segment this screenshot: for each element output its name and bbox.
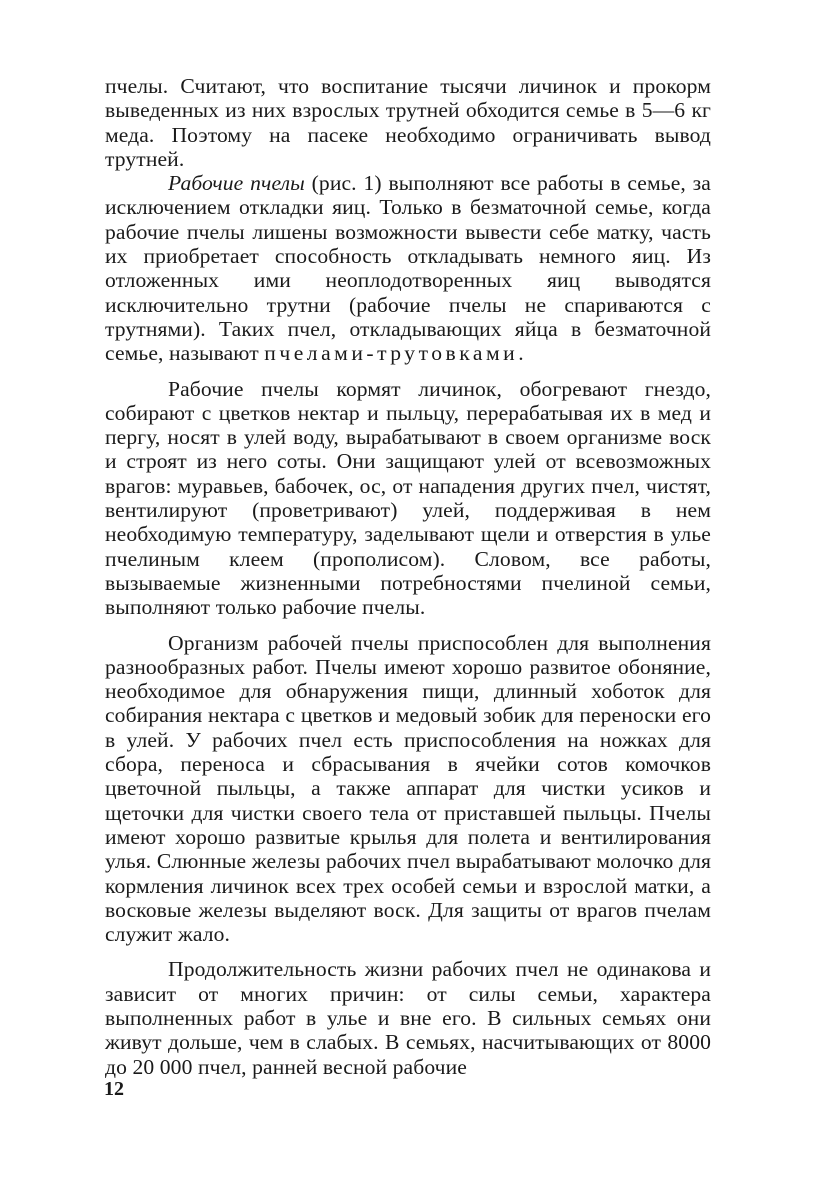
term-worker-bees: Рабочие пчелы <box>168 171 305 196</box>
paragraph-3: Рабочие пчелы кормят личинок, обогревают гнездо, собирают с цветков нектар и пыльцу, перерабатывая их в мед и пергу, носят в улей воду, вырабатывают в своем организме воск и строят из него соты. Они защищают улей от всевозможных врагов: муравьев, бабочек, ос, от нападения других пчел, чистят, вентилируют (проветривают) улей, поддерживая в нем необходимую температуру, заделывают щели и отверстия в улье пчелиным клеем (прополисом). Словом, все работы, вызываемые жизненными потребностями пчелиной семьи, выполняют только рабочие пчелы. <box>105 376 711 620</box>
paragraph-2 <box>105 171 711 365</box>
term-laying-workers: пчелами-трутовками <box>264 341 519 366</box>
paragraph-1: пчелы. Считают, что воспитание тысячи личинок и прокорм выведенных из них взрослых трутней обходится семье в 5—6 кг меда. Поэтому на пасеке необходимо ограничивать вывод трутней. <box>105 74 711 171</box>
paragraph-2-end: . <box>518 341 524 366</box>
body-text <box>105 74 711 1079</box>
paragraph-4: Организм рабочей пчелы приспособлен для выполнения разнообразных работ. Пчелы имеют хорошо развитое обоняние, необходимое для обнаружения пищи, длинный хоботок для собирания нектара с цветков и медовый зобик для переноски его в улей. У рабочих пчел есть приспособления на ножках для сбора, переноса и сбрасывания в ячейки сотов комочков цветочной пыльцы, а также аппарат для чистки усиков и щеточки для чистки своего тела от приставшей пыльцы. Пчелы имеют хорошо развитые крылья для полета и вентилирования улья. Слюнные железы рабочих пчел вырабатывают молочко для кормления личинок всех трех особей семьи и взрослой матки, а восковые железы выделяют воск. Для защиты от врагов пчелам служит жало. <box>105 630 711 947</box>
page-number: 12 <box>104 1078 124 1100</box>
paragraph-2-body: (рис. 1) выполняют все работы в семье, за исключением откладки яиц. Только в безматочной семье, когда рабочие пчелы лишены возможности вывести себе матку, часть их приобретает способность откладывать немного яиц. Из отложенных ими неоплодотворенных яиц выводятся исключительно трутни (рабочие пчелы не спариваются с трутнями). Таких пчел, откладывающих яйца в безматочной семье, называют <box>105 171 711 366</box>
paragraph-5: Продолжительность жизни рабочих пчел не одинакова и зависит от многих причин: от силы семьи, характера выполненных работ в улье и вне его. В сильных семьях они живут дольше, чем в слабых. В семьях, насчитывающих от 8000 до 20 000 пчел, ранней весной рабочие <box>105 957 711 1079</box>
